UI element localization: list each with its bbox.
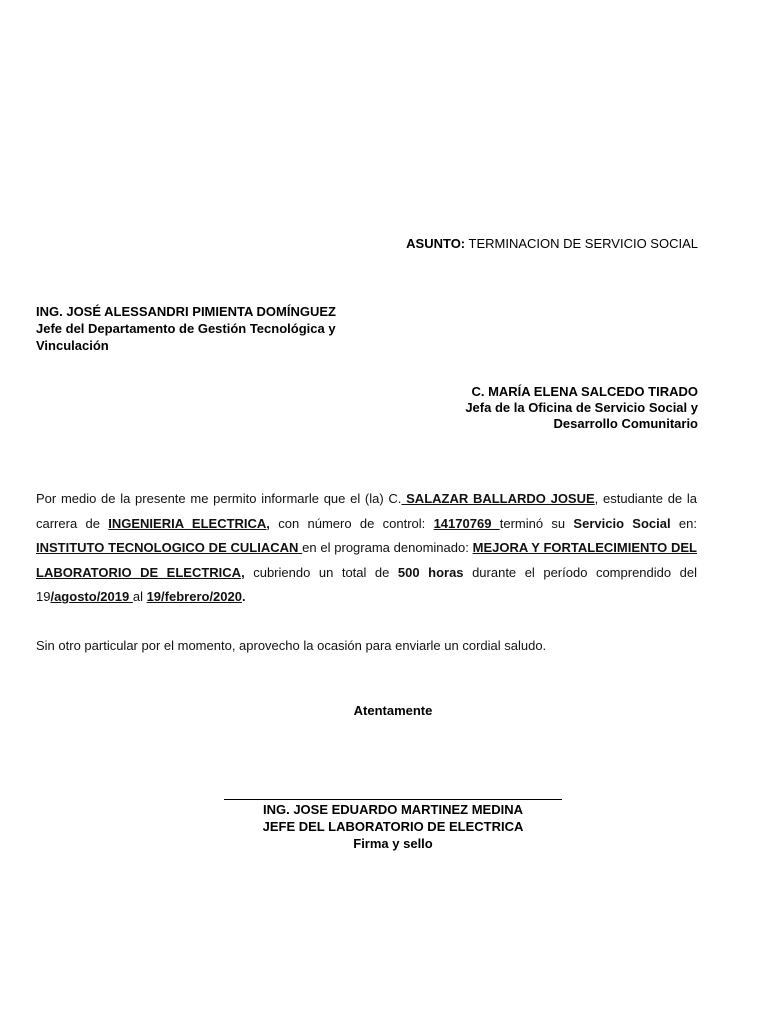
control-number: 14170769 xyxy=(433,515,500,531)
body-paragraph xyxy=(36,487,697,610)
body-text-5: en: xyxy=(670,515,697,531)
career-name: INGENIERIA ELECTRICA, xyxy=(108,515,270,531)
subject-line xyxy=(406,236,698,251)
signer-block xyxy=(0,801,768,852)
signer-name: ING. JOSE EDUARDO MARTINEZ MEDINA xyxy=(262,802,523,817)
closing-paragraph: Sin otro particular por el momento, aprovecho la ocasión para enviarle un cordial saludo. xyxy=(36,638,547,653)
body-text-2: , estudiante de la carrera de xyxy=(36,491,697,531)
farewell: Atentamente xyxy=(353,703,433,718)
body-text-3: con número de control: xyxy=(269,515,434,531)
subject-value: TERMINACION DE SERVICIO SOCIAL xyxy=(465,236,698,251)
subject-label: ASUNTO: xyxy=(406,236,466,251)
body-text-1: Por medio de la presente me permito informarle que el (la) C. xyxy=(36,491,402,506)
body-text-10: . xyxy=(241,589,246,605)
cc-block xyxy=(465,384,698,432)
institution-name: INSTITUTO TECNOLOGICO DE CULIACAN xyxy=(36,540,303,556)
signer-note: Firma y sello xyxy=(353,836,433,851)
signer-title: JEFE DEL LABORATORIO DE ELECTRICA xyxy=(262,819,524,834)
recipient-name: ING. JOSÉ ALESSANDRI PIMIENTA DOMÍNGUEZ xyxy=(36,304,336,319)
end-date: 19/febrero/2020 xyxy=(146,589,242,605)
recipient-block xyxy=(36,303,376,354)
student-name: SALAZAR BALLARDO JOSUE xyxy=(401,491,595,506)
program-name: MEJORA Y FORTALECIMIENTO DEL LABORATORIO DE ELECTRICA, xyxy=(36,540,697,580)
body-text-8: durante el período comprendido del 19 xyxy=(36,564,697,605)
cc-name: C. MARÍA ELENA SALCEDO TIRADO xyxy=(471,384,698,399)
signature-line xyxy=(224,799,562,800)
cc-title-line1: Jefa de la Oficina de Servicio Social y xyxy=(465,400,698,415)
total-hours: 500 horas xyxy=(397,564,464,580)
body-text-4: terminó su xyxy=(499,515,574,531)
cc-title-line2: Desarrollo Comunitario xyxy=(553,416,698,431)
body-text-7: cubriendo un total de xyxy=(244,564,398,580)
recipient-title: Jefe del Departamento de Gestión Tecnológica y Vinculación xyxy=(36,321,336,353)
start-date: /agosto/2019 xyxy=(50,589,133,605)
service-type: Servicio Social xyxy=(573,515,671,531)
body-text-6: en el programa denominado: xyxy=(302,540,473,556)
body-text-9: al xyxy=(132,589,147,605)
